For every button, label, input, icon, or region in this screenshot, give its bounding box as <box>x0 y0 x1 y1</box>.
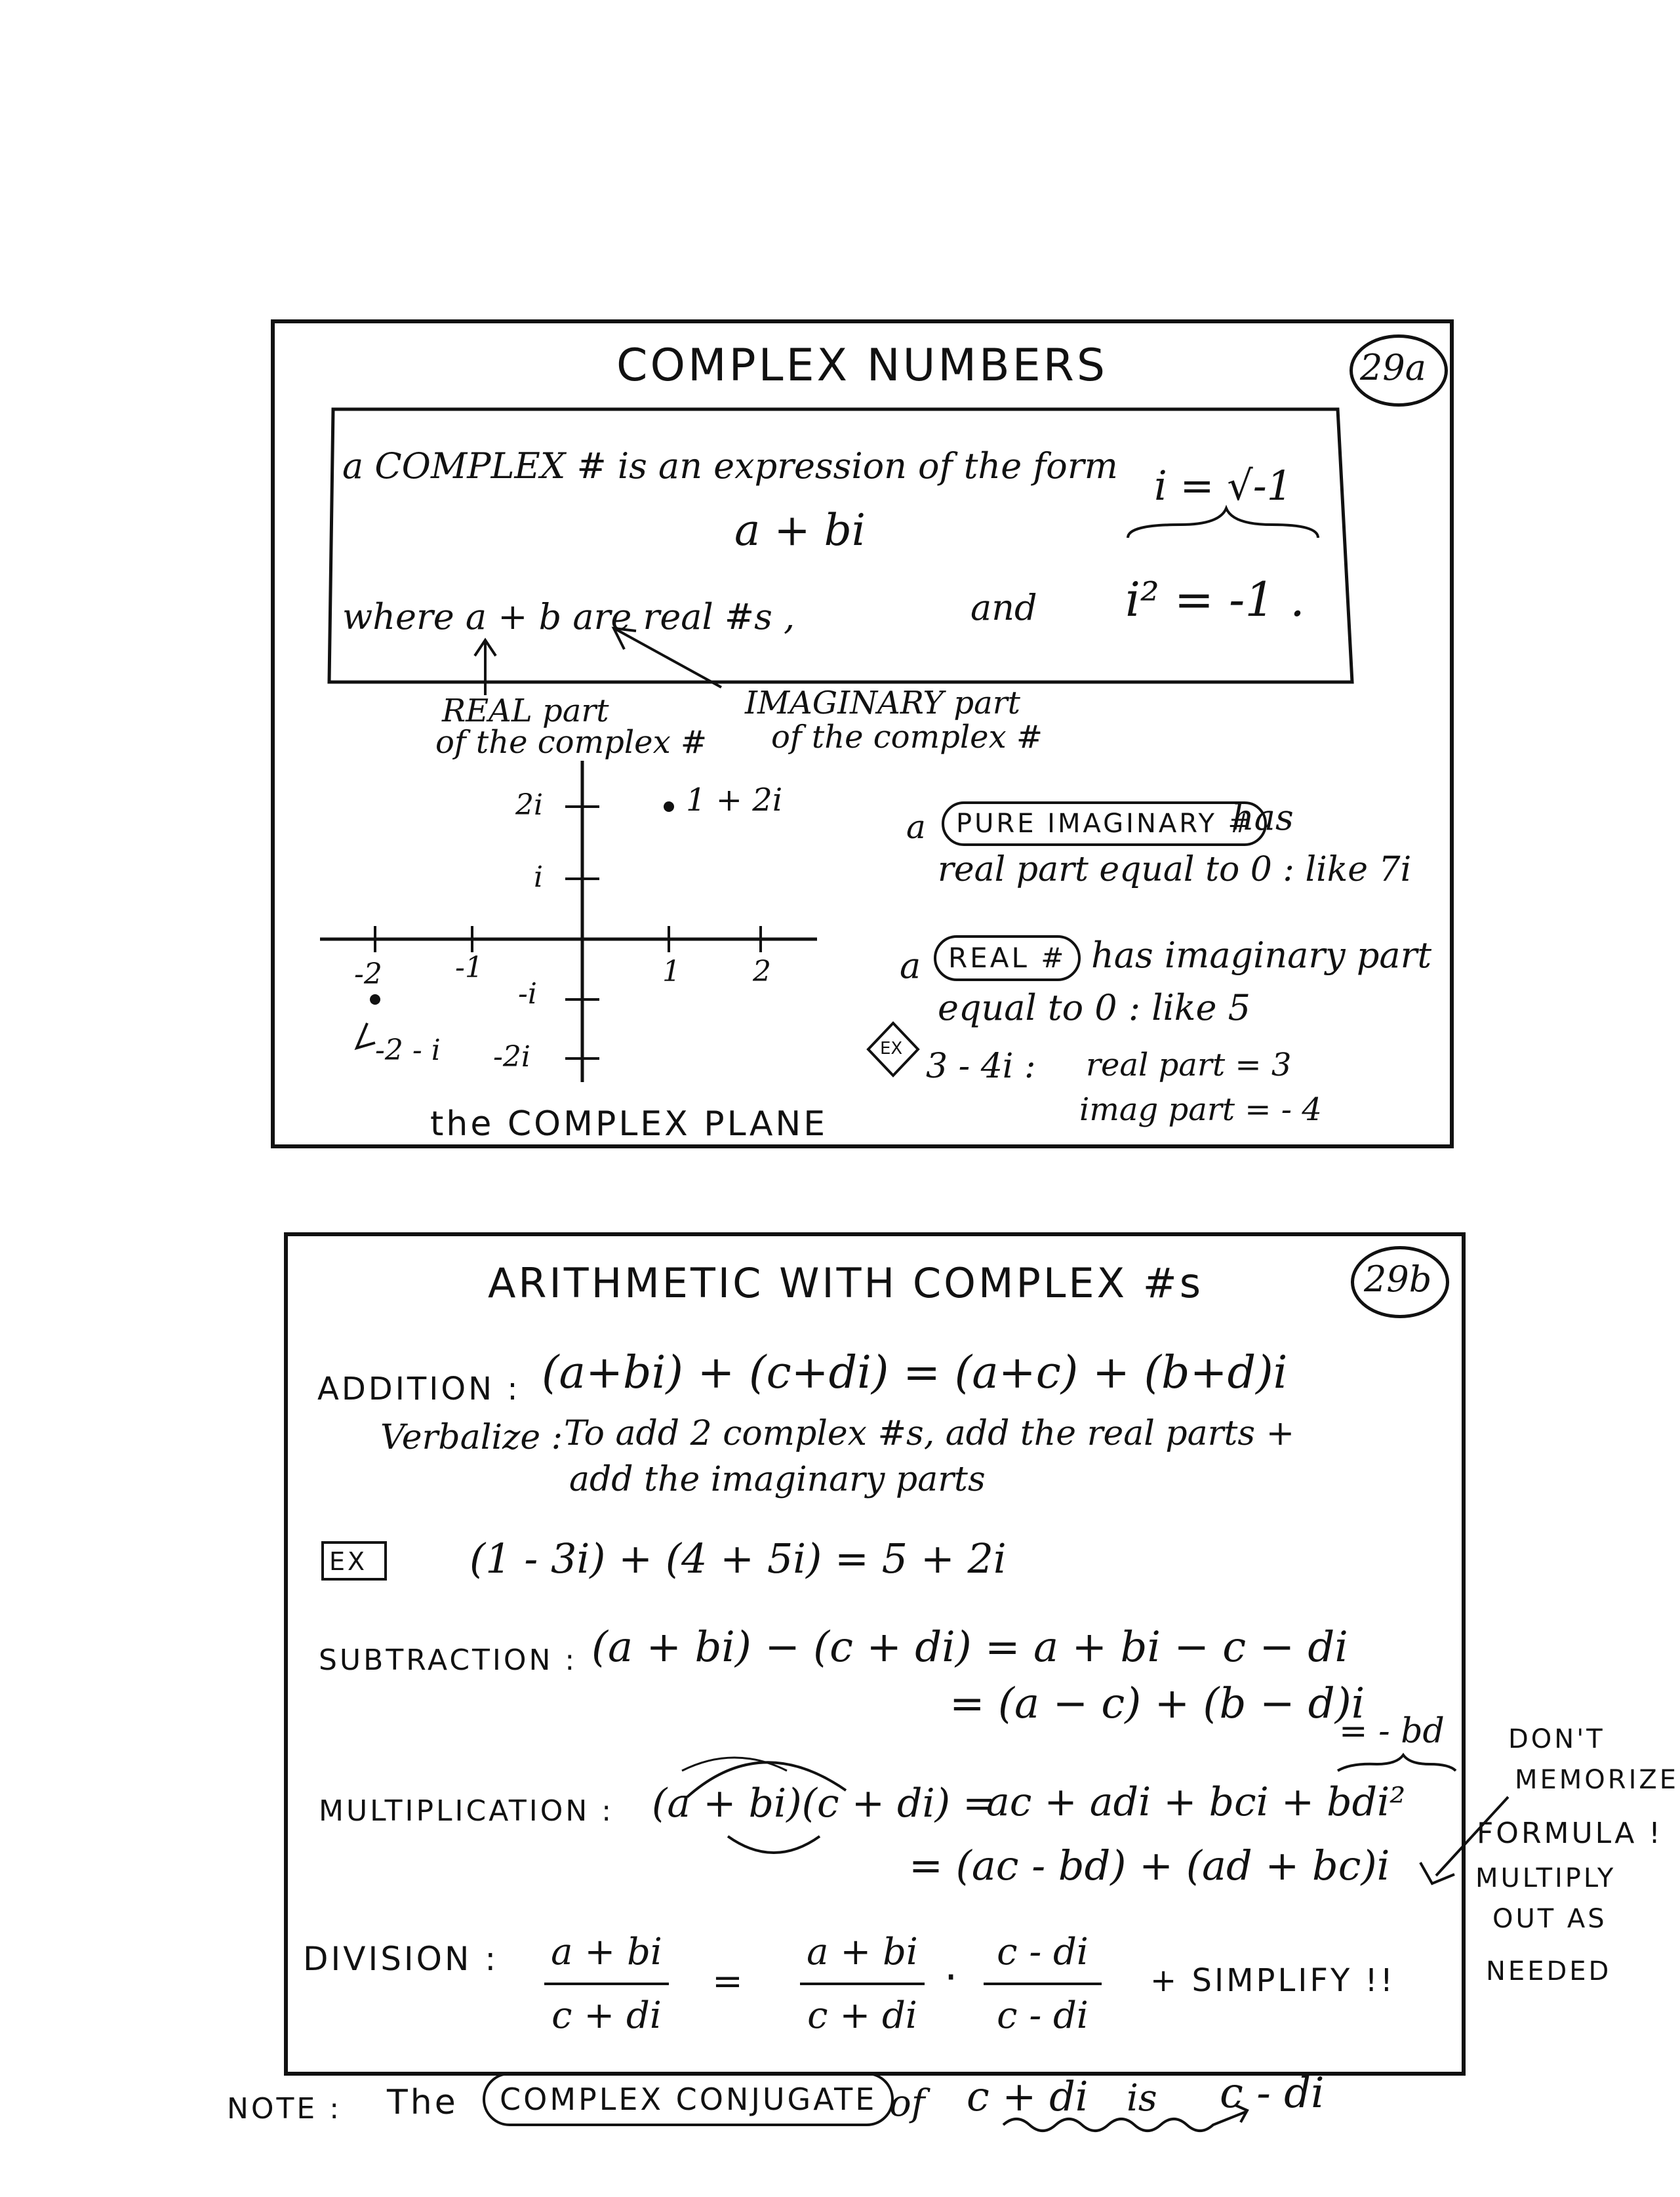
y-tick-minus-i: -i <box>518 977 537 1011</box>
division-num-2: a + bi <box>807 1931 918 1973</box>
footer-is: is <box>1127 2077 1157 2120</box>
y-tick-i: i <box>534 860 544 894</box>
side-note-line: MULTIPLY <box>1475 1863 1616 1893</box>
multiplication-line-1: ac + adi + bci + bdi² <box>986 1779 1406 1825</box>
definition-intro: a COMPLEX # is an expression of the form <box>342 445 1118 487</box>
example-real-part: real part = 3 <box>1086 1047 1292 1083</box>
addition-formula: (a+bi) + (c+di) = (a+c) + (b+d)i <box>542 1347 1288 1399</box>
x-tick-1: 1 <box>662 955 681 988</box>
division-label: DIVISION : <box>303 1940 499 1978</box>
verbalize-line-1: To add 2 complex #s, add the real parts + <box>564 1414 1295 1453</box>
pure-imag-line-2: real part equal to 0 : like 7i <box>938 850 1412 889</box>
footer-of: of <box>889 2082 925 2125</box>
footer-the: The <box>387 2083 458 2122</box>
division-equals: = <box>712 1960 743 2003</box>
subtraction-line-2: = (a − c) + (b − d)i <box>950 1680 1365 1728</box>
example-expr: 3 - 4i : <box>926 1047 1036 1086</box>
complex-conjugate-box: COMPLEX CONJUGATE <box>483 2072 894 2126</box>
real-part-label-2: of the complex # <box>435 724 708 761</box>
card-a-title: COMPLEX NUMBERS <box>616 340 1108 392</box>
foil-arc-bottom <box>728 1836 820 1853</box>
verbalize-line-2: add the imaginary parts <box>569 1460 986 1499</box>
x-tick-minus-2: -2 <box>354 957 382 991</box>
division-simplify: + SIMPLIFY !! <box>1150 1962 1396 1999</box>
imag-part-label: IMAGINARY part <box>745 685 1020 721</box>
division-fraction-3 <box>984 1931 1102 2037</box>
card-a-badge: 29a <box>1360 347 1426 388</box>
side-note-line: OUT AS <box>1492 1904 1607 1934</box>
side-note-line: NEEDED <box>1486 1956 1612 1986</box>
y-tick-minus-2i: -2i <box>493 1040 530 1074</box>
division-num-3: c - di <box>997 1931 1089 1973</box>
pure-imaginary-box: PURE IMAGINARY # <box>942 801 1267 846</box>
multiplication-label: MULTIPLICATION : <box>319 1794 614 1828</box>
addition-label: ADDITION : <box>317 1371 521 1407</box>
point-label-minus2-minus-i: -2 - i <box>375 1034 441 1067</box>
definition-form: a + bi <box>734 505 866 555</box>
real-number-box: REAL # <box>934 935 1081 981</box>
point-minus2-minus-i <box>370 994 380 1005</box>
i-definition: i = √-1 <box>1154 462 1293 510</box>
x-tick-2: 2 <box>753 955 771 988</box>
real-num-line-2: equal to 0 : like 5 <box>938 987 1250 1028</box>
side-note-line: FORMULA ! <box>1477 1817 1663 1850</box>
real-part-label: REAL part <box>442 693 609 729</box>
i-brace <box>1128 508 1318 538</box>
division-dot: · <box>944 1954 958 2002</box>
example-imag-part: imag part = - 4 <box>1079 1091 1322 1128</box>
verbalize-label: Verbalize : <box>380 1418 563 1457</box>
point-label-1-plus-2i: 1 + 2i <box>686 782 783 818</box>
complex-plane-caption: the COMPLEX PLANE <box>430 1104 828 1144</box>
side-note-line: DON'T <box>1508 1724 1605 1754</box>
division-fraction-2 <box>800 1931 925 2037</box>
x-tick-minus-1: -1 <box>455 951 483 984</box>
bd-brace <box>1338 1755 1456 1771</box>
and-word: and <box>970 587 1037 628</box>
card-b-badge: 29b <box>1364 1259 1432 1300</box>
pure-imag-a: a <box>906 808 926 846</box>
bd-note: = - bd <box>1339 1712 1445 1751</box>
subtraction-line-1: (a + bi) − (c + di) = a + bi − c − di <box>591 1623 1348 1672</box>
card-b-title: ARITHMETIC WITH COMPLEX #s <box>488 1259 1204 1307</box>
division-num-1: a + bi <box>551 1931 662 1973</box>
real-num-line-1: has imaginary part <box>1091 935 1432 976</box>
point-1-plus-2i <box>664 801 674 812</box>
multiplication-lhs: (a + bi)(c + di) = <box>652 1781 996 1826</box>
side-note-line: MEMORIZE <box>1515 1765 1679 1795</box>
imag-part-arrow <box>616 630 721 687</box>
footer-c-minus-di: c - di <box>1220 2069 1325 2118</box>
ex-box-label: EX <box>329 1547 368 1576</box>
division-den-2: c + di <box>807 1994 917 2037</box>
multiplication-line-2: = (ac - bd) + (ad + bc)i <box>909 1842 1390 1889</box>
real-num-a: a <box>900 945 921 986</box>
footer-c-plus-di: c + di <box>967 2072 1089 2120</box>
division-den-1: c + di <box>551 1994 662 2037</box>
division-den-3: c - di <box>997 1994 1089 2037</box>
division-fraction-1 <box>544 1931 669 2037</box>
i-squared: i² = -1 . <box>1125 572 1305 627</box>
pure-imag-has: has <box>1231 797 1294 838</box>
axis-ticks <box>375 807 761 1058</box>
subtraction-label: SUBTRACTION : <box>319 1643 578 1677</box>
where-line: where a + b are real #s , <box>342 596 795 637</box>
imag-part-label-2: of the complex # <box>771 719 1043 756</box>
y-tick-2i: 2i <box>515 788 544 822</box>
example-addition: (1 - 3i) + (4 + 5i) = 5 + 2i <box>470 1535 1007 1582</box>
ex-diamond-label: EX <box>880 1039 903 1058</box>
footer-note-label: NOTE : <box>227 2092 342 2126</box>
